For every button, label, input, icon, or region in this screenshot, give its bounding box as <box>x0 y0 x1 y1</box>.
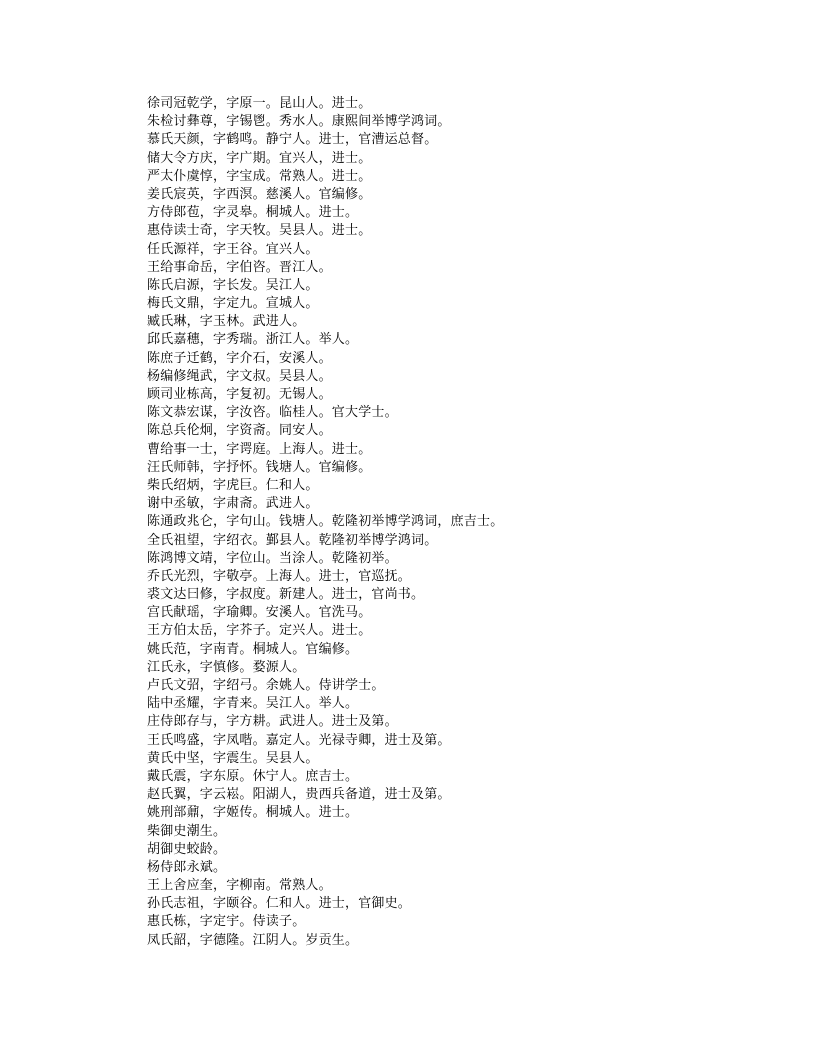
text-line: 乔氏光烈，字敬亭。上海人。进士，官巡抚。 <box>147 568 412 584</box>
text-line: 宫氏献瑶，字瑜卿。安溪人。官洗马。 <box>147 605 372 621</box>
text-line: 臧氏琳，字玉林。武进人。 <box>147 314 306 330</box>
text-line: 梅氏文鼎，字定九。宣城人。 <box>147 296 319 312</box>
text-line: 邱氏嘉穗，字秀瑞。浙江人。举人。 <box>147 332 359 348</box>
text-line: 朱检讨彝尊，字锡鬯。秀水人。康熙间举博学鸿词。 <box>147 114 451 130</box>
text-line: 慕氏天颜，字鹤鸣。静宁人。进士，官漕运总督。 <box>147 132 438 148</box>
text-line: 严太仆虞惇，字宝成。常熟人。进士。 <box>147 168 372 184</box>
text-line: 黄氏中坚，字震生。吴县人。 <box>147 750 319 766</box>
text-line: 姜氏宸英，字西溟。慈溪人。官编修。 <box>147 186 372 202</box>
text-line: 陈通政兆仑，字句山。钱塘人。乾隆初举博学鸿词，庶吉士。 <box>147 514 504 530</box>
text-line: 卢氏文弨，字绍弓。余姚人。侍讲学士。 <box>147 678 385 693</box>
text-line: 徐司冠乾学，字原一。昆山人。进士。 <box>147 96 372 111</box>
text-line: 凤氏韶，字德隆。江阴人。岁贡生。 <box>147 932 359 948</box>
text-line: 曹给事一士，字谔庭。上海人。进士。 <box>147 441 372 457</box>
text-line: 孙氏志祖，字颐谷。仁和人。进士，官御史。 <box>147 896 412 912</box>
text-line: 胡御史蛟龄。 <box>147 841 227 857</box>
text-line: 顾司业栋高，字复初。无锡人。 <box>147 387 332 402</box>
text-line: 陈庶子迁鹤，字介石，安溪人。 <box>147 350 332 366</box>
text-line: 姚氏范，字南青。桐城人。官编修。 <box>147 641 359 657</box>
text-line: 王给事命岳，字伯咨。晋江人。 <box>147 259 332 275</box>
text-line: 方侍郎苞，字灵皋。桐城人。进士。 <box>147 205 359 221</box>
text-line: 陈总兵伦炯，字资斋。同安人。 <box>147 423 332 439</box>
text-line: 汪氏师韩，字抒怀。钱塘人。官编修。 <box>147 459 372 475</box>
text-line: 庄侍郎存与，字方耕。武进人。进士及第。 <box>147 714 398 730</box>
text-line: 戴氏震，字东原。休宁人。庶吉士。 <box>147 768 359 784</box>
text-line: 惠氏栋，字定宇。侍读子。 <box>147 914 306 930</box>
text-line: 王上舍应奎，字柳南。常熟人。 <box>147 878 332 894</box>
text-line: 赵氏翼，字云崧。阳湖人，贵西兵备道，进士及第。 <box>147 787 451 803</box>
text-line: 任氏源祥，字王谷。宜兴人。 <box>147 241 319 257</box>
text-line: 杨编修绳武，字文叔。吴县人。 <box>147 368 332 384</box>
text-line: 王方伯太岳，字芥子。定兴人。进士。 <box>147 623 372 639</box>
text-line: 全氏祖望，字绍衣。鄞县人。乾隆初举博学鸿词。 <box>147 532 438 548</box>
text-line: 陈文恭宏谋，字汝咨。临桂人。官大学士。 <box>147 405 398 421</box>
text-line: 姚刑部鼐，字姬传。桐城人。进士。 <box>147 805 359 821</box>
document-page <box>147 95 787 950</box>
text-line: 陈鸿博文靖，字位山。当涂人。乾隆初举。 <box>147 550 398 566</box>
text-line: 柴氏绍炳，字虎巨。仁和人。 <box>147 477 319 493</box>
text-line: 储大令方庆，字广期。宜兴人，进士。 <box>147 150 372 166</box>
text-line: 谢中丞敏，字肃斋。武进人。 <box>147 496 319 512</box>
text-line: 柴御史潮生。 <box>147 823 227 839</box>
text-line: 江氏永，字慎修。婺源人。 <box>147 659 306 675</box>
text-line: 王氏鸣盛，字凤喈。嘉定人。光禄寺卿，进士及第。 <box>147 732 451 748</box>
text-line: 陈氏启源，字长发。吴江人。 <box>147 277 319 293</box>
text-line: 陆中丞耀，字青来。吴江人。举人。 <box>147 696 359 712</box>
text-line: 裘文达曰修，字叔度。新建人。进士，官尚书。 <box>147 587 425 603</box>
text-line: 惠侍读士奇，字天牧。吴县人。进士。 <box>147 223 372 239</box>
text-line: 杨侍郎永斌。 <box>147 859 227 875</box>
